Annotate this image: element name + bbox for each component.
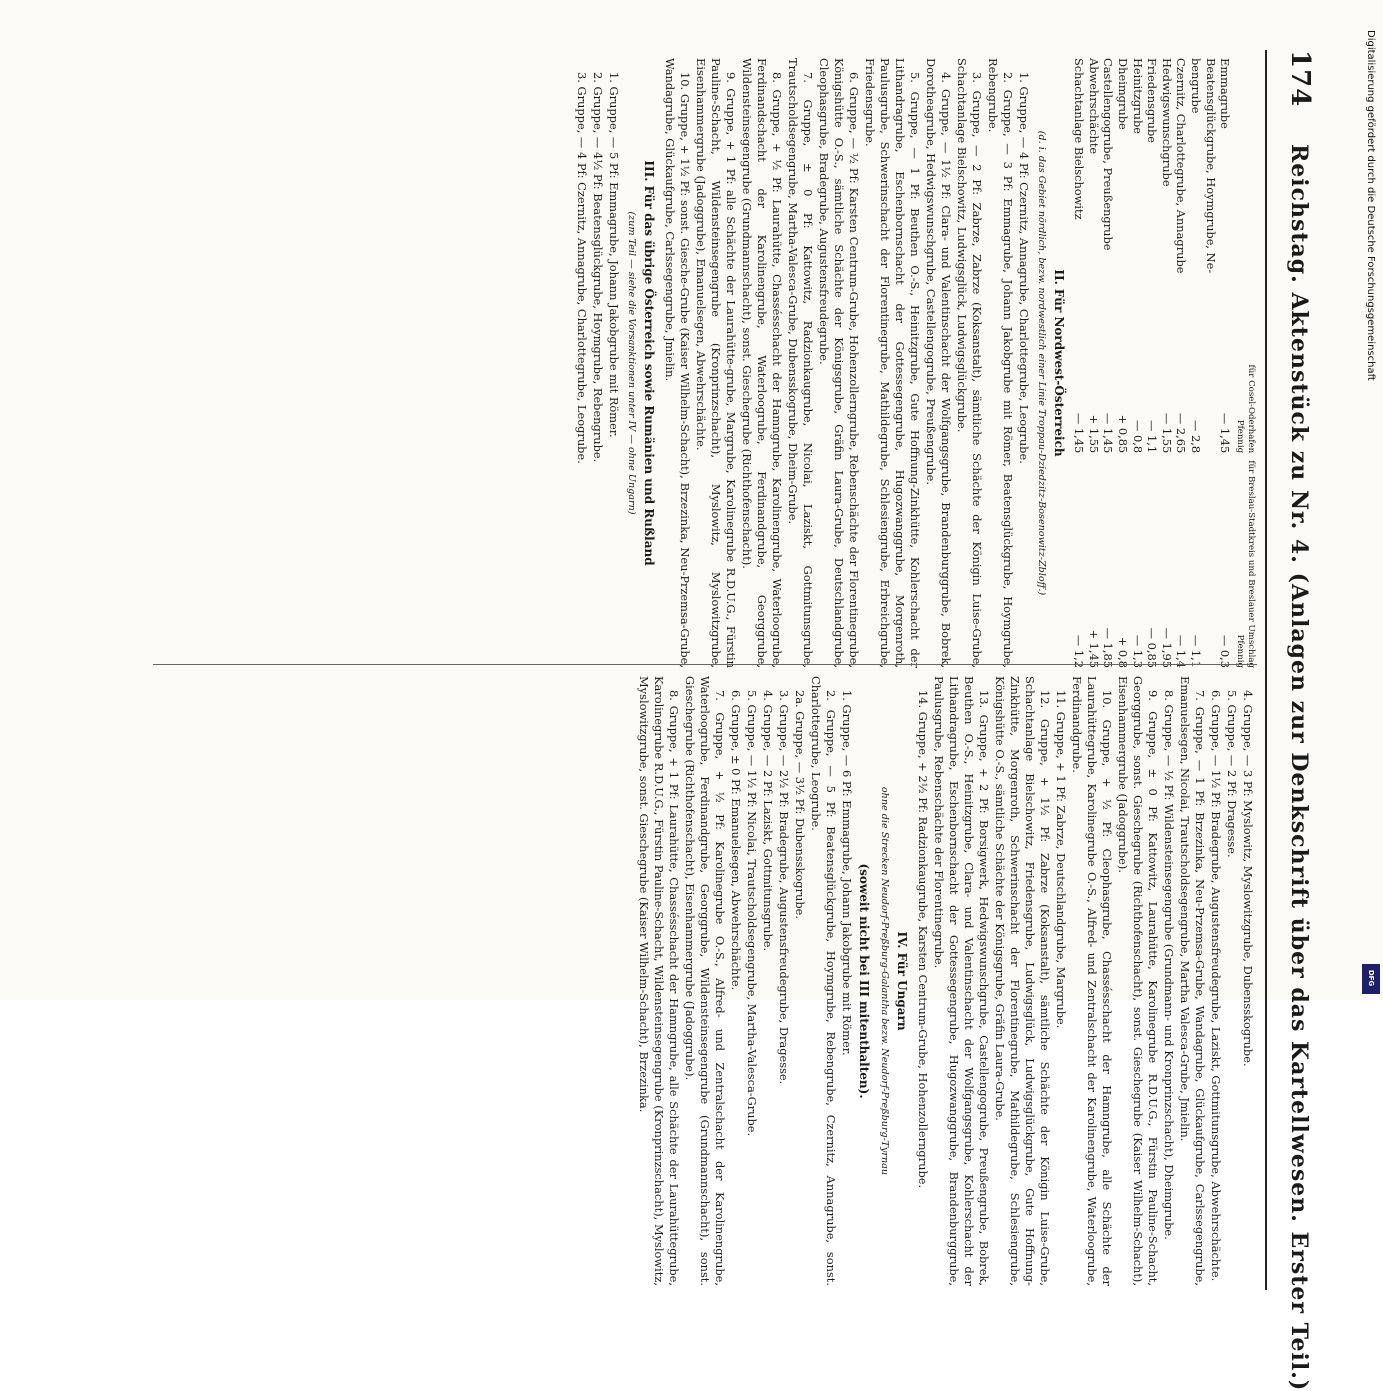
rate-row [1145, 58, 1160, 668]
group-paragraph: 10. Gruppe, + ½ Pf: Cleophasgrube, Chassésschacht der Hamngrube, alle Schächte der Laurahüttegrube, Karolinegrube O.-S., Alfred- und Zentralschacht der Karolinengrube, Waterloogrube, Ferdinandgrube. [1070, 676, 1114, 1286]
digitization-note-text: Digitalisierung gefördert durch die Deutsche Forschungsgemeinschaft [1365, 30, 1376, 381]
rate-breslau [1203, 453, 1218, 668]
rate-breslau: — 0,3 [1218, 634, 1233, 668]
section-2-heading: II. Für Nordwest-Österreich [1051, 269, 1066, 457]
group-paragraph: 1. Gruppe, — 4 Pf: Czernitz, Annagrube, Charlottegrube, Leogrube. [1016, 72, 1031, 464]
col-head-1: Pfennig [1234, 419, 1245, 454]
section-4-paragraphs [636, 676, 854, 1286]
left-column [155, 58, 1255, 668]
mine-name: Beatensglückgrube, Hoymgrube, Ne- [1203, 58, 1218, 274]
rate-cosel [1203, 358, 1218, 453]
rate-cosel: — 1,45 [1101, 412, 1116, 454]
section-4-heading: IV. Für Ungarn [895, 931, 909, 1031]
group-paragraph: 13. Gruppe, + 2 Pf: Borsigwerk, Hedwigswunschgrube, Castellengogrube, Preußengrube, Bobrek, Beuthen O.-S., Heinitzgrube, Clara- und Valentinschacht der Wolfgangsgrube, Kohlerschacht der Lithandragrube, Eschenbornschacht der Gottessegengrube, Hugozwanggrube, Brandenburggrube, Paulusgrube, Rebenschächte der Florentinegrube. [932, 676, 991, 1286]
rate-cosel: — 2,65 [1174, 412, 1189, 454]
rate-row [1159, 58, 1174, 668]
group-paragraph: 2. Gruppe, — 3 Pf: Emmagrube, Johann Jakobgrube mit Römer, Beatensglückgrube, Hoymgrube, Rebengrube. [985, 58, 1015, 668]
group-paragraph: 1. Gruppe, — 5 Pf: Emmagrube, Johann Jakobgrube mit Römer. [606, 72, 621, 438]
col-sub-2: für Breslau-Stadtkreis und Breslauer Umschlag [1246, 460, 1256, 668]
group-paragraph: 8. Gruppe, + 1 Pf: Laurahütte, Chassésschacht der Hamngrube, alle Schächte der Laurahüttegrube, Karolinegrube R.D.U.G., Fürstin Pauline-Schacht, Wildensteinsegengrube (Kronprinzschacht), Myslowitz, Myslowitzgrube, sonst. Gieschegrube (Kaiser Wilhelm-Schacht), Brzezinka. [637, 676, 681, 1286]
rate-row [1188, 58, 1203, 668]
group-paragraph: 8. Gruppe, — ½ Pf: Wildensteinsegengrube (Grundmann- und Kronprinzschacht), Dheimgrube. [1162, 690, 1176, 1240]
rate-cosel: + 1,55 [1086, 414, 1101, 454]
rate-breslau: — 1,85 [1101, 627, 1116, 668]
rate-cosel: — 1,55 [1159, 412, 1174, 454]
group-paragraph: 2a. Gruppe, — 3½ Pf: Dubensskogrube. [793, 690, 807, 919]
rate-cosel: — 1,45 [1218, 412, 1233, 454]
group-paragraph: 7. Gruppe, + ½ Pf: Karolinegrube O.-S., Alfred- und Zentralschacht der Karolinengrube, Waterloogrube, Ferdinandgrube, Georggrube, Wildensteinsegengrube (Grundmannschacht), sonst. Gieschegrube (Richthofenschacht), Eisenhammergrube (Jadoggrube). [683, 676, 727, 1286]
group-paragraph: 4. Gruppe, — 3 Pf: Myslowitz, Myslowitzgrube, Dubensskogrube. [1241, 690, 1255, 1067]
rate-row [1072, 58, 1087, 668]
mine-name: Schachtanlage Bielschowitz [1072, 58, 1087, 220]
mine-name: Heinitzgrube [1130, 58, 1145, 134]
rate-row [1218, 58, 1233, 668]
group-paragraph: 14. Gruppe, + 2½ Pf: Radzionkaugrube, Karsten Centrum-Grube, Hohenzollerngrube. [916, 690, 930, 1189]
section-4-note: ohne die Strecken Neudorf-Preßburg-Galantha bezw. Neudorf-Preßburg-Tyrnau [879, 786, 890, 1176]
mine-name: Czernitz, Charlottegrube, Annagrube [1174, 58, 1189, 274]
section-3-paragraphs [574, 58, 621, 668]
section-3-note: (zum Teil — siehe die Vorsanktionen unter IV — ohne Ungarn) [625, 211, 637, 515]
rate-row [1174, 58, 1189, 668]
header-rule [1265, 50, 1267, 1290]
mine-name: Abwehrschächte [1086, 58, 1101, 155]
rate-cosel: + 0,85 [1116, 414, 1131, 454]
rate-row [1101, 58, 1116, 668]
page-title: Reichstag. Aktenstück zu Nr. 4. (Anlagen zur Denkschrift über das Kartellwesen. Erster Teil.) [1286, 143, 1312, 1391]
rate-rows [1072, 58, 1233, 668]
group-paragraph: 7. Gruppe, ± 0 Pf: Kattowitz, Radzionkaugrube, Nicolai, Laziskt, Gottmitunsgrube, Trautscholdsegengrube, Martha-Valesca-Grube, Dubensskogrube, Dheim-Grube. [785, 58, 815, 668]
group-paragraph: 9. Gruppe, + 1 Pf: alle Schächte der Laurahütte-grube, Margrube, Karolinegrube R.D.U.G., Fürstin Pauline-Schacht, Wildensteinsegengrube (Kronprinzschacht), Myslowitz, Myslowitzgrube, Eisenhammergrube (Jadoggrube), Emanuelsegen, Abwehrschächte. [693, 58, 738, 668]
mine-name: bengrube [1189, 58, 1203, 114]
group-paragraph: 3. Gruppe, — 4 Pf: Czernitz, Annagrube, Charlottegrube, Leogrube. [574, 72, 589, 464]
rate-row [1203, 58, 1218, 668]
group-paragraph: 9. Gruppe, ± 0 Pf: Kattowitz, Laurahütte, Karolinegrube R.D.U.G., Fürstin Pauline-Schacht, Georggrube, sonst. Gieschegrube (Richthofenschacht), sonst. Gieschegrube (Kaiser Wilhelm-Schacht), Eisenhammergrube (Jadoggrube). [1116, 676, 1160, 1286]
section-3-heading: III. Für das übrige Österreich sowie Rumänien und Rußland [641, 160, 656, 566]
page-header [1267, 50, 1315, 1391]
section-2-paragraphs [662, 58, 1031, 668]
group-paragraph: 5. Gruppe, — 1 Pf: Beuthen O.-S., Heinitzgrube, Gute Hoffnung-Zinkhütte, Kohlerschacht der Lithandragrube, Eschenbornschacht der Gottessegengrube, Hugozwanggrube, Morgenroth, Paulusgrube, Schwerinschacht der Florentinegrube, Mathildegrube, Schlesiengrube, Erbreichgrube, Friedensgrube. [862, 58, 922, 668]
group-paragraph: 4. Gruppe, — 1½ Pf: Clara- und Valentinschacht der Wolfgangsgrube, Brandenburggrube, Bobrek, Dorotheagrube, Hedwigswunschgrube, Castellengogrube, Preußengrube. [923, 58, 953, 668]
group-paragraph: 8. Gruppe, + ½ Pf: Laurahütte, Chassésschacht der Hamngrube, Karolinengrube, Waterloogrube, Ferdinandschacht der Karolinengrube, Waterloogrube, Ferdinandgrube, Georggrube, Wildensteinsegengrube (Grundmannschacht), sonst. Gieschegrube (Richthofenschacht). [739, 58, 784, 668]
group-paragraph: 7. Gruppe, — 1 Pf: Brzezinka, Neu-Przemsa-Grube, Wandagrube, Glückaufgrube, Carlssegengrube, Emanuelsegen, Nicolai, Trautscholdsegengrube, Martha Valesca-Grube, Jmielin. [1178, 676, 1207, 1286]
group-paragraph: 6. Gruppe, ± 0 Pf: Emanuelsegen, Abwehrschächte. [729, 690, 743, 991]
rate-breslau: — 0,85 [1145, 627, 1160, 668]
rate-breslau: — 1,95 [1159, 627, 1174, 668]
rate-cosel: — 2,8 [1189, 420, 1203, 454]
rate-cosel: — 0,8 [1130, 420, 1145, 454]
group-paragraph: 1. Gruppe, — 6 Pf: Emmagrube, Johann Jakobgrube mit Römer. [840, 690, 854, 1056]
rate-row [1086, 58, 1101, 668]
digitization-note [1362, 30, 1382, 980]
rate-row [1115, 58, 1130, 668]
rate-table-sub-header [1244, 58, 1255, 668]
rate-row [1130, 58, 1145, 668]
column-divider [153, 664, 1257, 665]
group-paragraph: 11. Gruppe, + 1 Pf: Zabrze, Deutschlandgrube, Margrube. [1054, 690, 1068, 1029]
group-paragraph: 3. Gruppe, — 2½ Pf: Bradegrube, Augustensfreudegrube, Dragesse. [777, 690, 791, 1085]
mine-name: Friedensgrube [1145, 58, 1160, 144]
col-head-2: Pfennig [1234, 634, 1245, 668]
group-paragraph: 10. Gruppe, + 1½ Pf: sonst. Giesche-Grube (Kaiser Wilhelm-Schacht), Brzezinka, Neu-Przemsa-Grube, Wandagrube, Glückaufgrube, Carlssegengrube, Jmielin. [662, 58, 692, 668]
group-paragraph: 5. Gruppe, — 2 Pf: Dragesse. [1225, 690, 1239, 858]
rate-table-header [1232, 58, 1243, 668]
rate-breslau: — 1,2 [1072, 634, 1087, 668]
mine-name: Dheimgrube [1116, 58, 1131, 130]
mine-name: Castellengogrube, Preußengrube [1101, 58, 1116, 251]
group-paragraph: 5. Gruppe, — 1½ Pf: Nicolai, Trautscholdsegengrube, Martha-Valesca-Grube. [745, 690, 759, 1137]
group-paragraph: 12. Gruppe, + 1½ Pf: Zabrze (Koksanstalt), sämtliche Schächte der Königin Luise-Grube, Schachtanlage Bielschowitz, Friedensgrube, Ludwigsglück, Ludwigsglückgrube, Gute Hoffnung-Zinkhütte, Morgenroth, Schwerinschacht der Florentinegrube, Mathildegrube, Schlesiengrube, Königshütte O.-S., sämtliche Schächte der Königsgrube, Gräfin Laura-Grube. [993, 676, 1052, 1286]
group-paragraph: 6. Gruppe, — ½ Pf: Karsten Centrum-Grube, Hohenzollerngrube, Rebenschächte der Florentinegrube, Königshütte O.-S., sämtliche Schächte der Königsgrube, Gräfin Laura-Grube, Deutschlandgrube, Cleophasgrube, Bradegrube, Augustensfreudegrube. [816, 58, 861, 668]
rate-breslau: — 1,1 [1189, 634, 1203, 668]
mine-name: Hedwigswunschgrube [1159, 58, 1174, 187]
section-4-subheading: (soweit nicht bei III mitenthalten). [857, 863, 871, 1099]
group-paragraph: 2. Gruppe, — 5 Pf: Beatensglückgrube, Hoymgrube, Rebengrube, Czernitz, Annagrube, sonst. Charlottegrube, Leogrube. [809, 676, 838, 1286]
page-number: 174 [1285, 50, 1315, 108]
group-paragraph: 4. Gruppe, — 2 Pf: Laziskt, Gottmitunsgrube. [761, 690, 775, 952]
rate-breslau: — 1,3 [1130, 634, 1145, 668]
rate-table [1072, 58, 1255, 668]
right-column [155, 676, 1255, 1286]
section-2-note: (d. i. das Gebiet nördlich, bezw. nordwestlich einer Linie Troppau-Dziedzitz-Bosenowitz-Zbloff.) [1035, 130, 1047, 596]
col-sub-1: für Cosel-Oderhafen [1246, 364, 1256, 454]
group-paragraph: 3. Gruppe, — 2 Pf: Zabrze, Zabrze (Koksanstalt), sämtliche Schächte der Königin Luise-Grube, Schachtanlage Bielschowitz, Ludwigsglück, Ludwigsglückgrube. [954, 58, 984, 668]
rate-breslau: + 0,8 [1116, 636, 1131, 668]
group-paragraph: 2. Gruppe, — 4½ Pf: Beatensglückgrube, Hoymgrube, Rebengrube. [590, 72, 605, 463]
mine-name: Emmagrube [1218, 58, 1233, 129]
dfg-logo-text: DFG [1367, 969, 1375, 987]
group-paragraph: 6. Gruppe, — 1½ Pf: Bradegrube, Augustensfreudegrube, Laziskt, Gottmitunsgrube, Abwehrschächte. [1209, 690, 1223, 1282]
rate-cosel: — 1,1 [1145, 420, 1160, 454]
rate-breslau: — 1,4 [1174, 634, 1189, 668]
rate-cosel: — 1,45 [1072, 412, 1087, 454]
rate-breslau: + 1,45 [1086, 629, 1101, 668]
section-3-continued-paragraphs [915, 676, 1255, 1286]
dfg-logo [1362, 964, 1380, 994]
